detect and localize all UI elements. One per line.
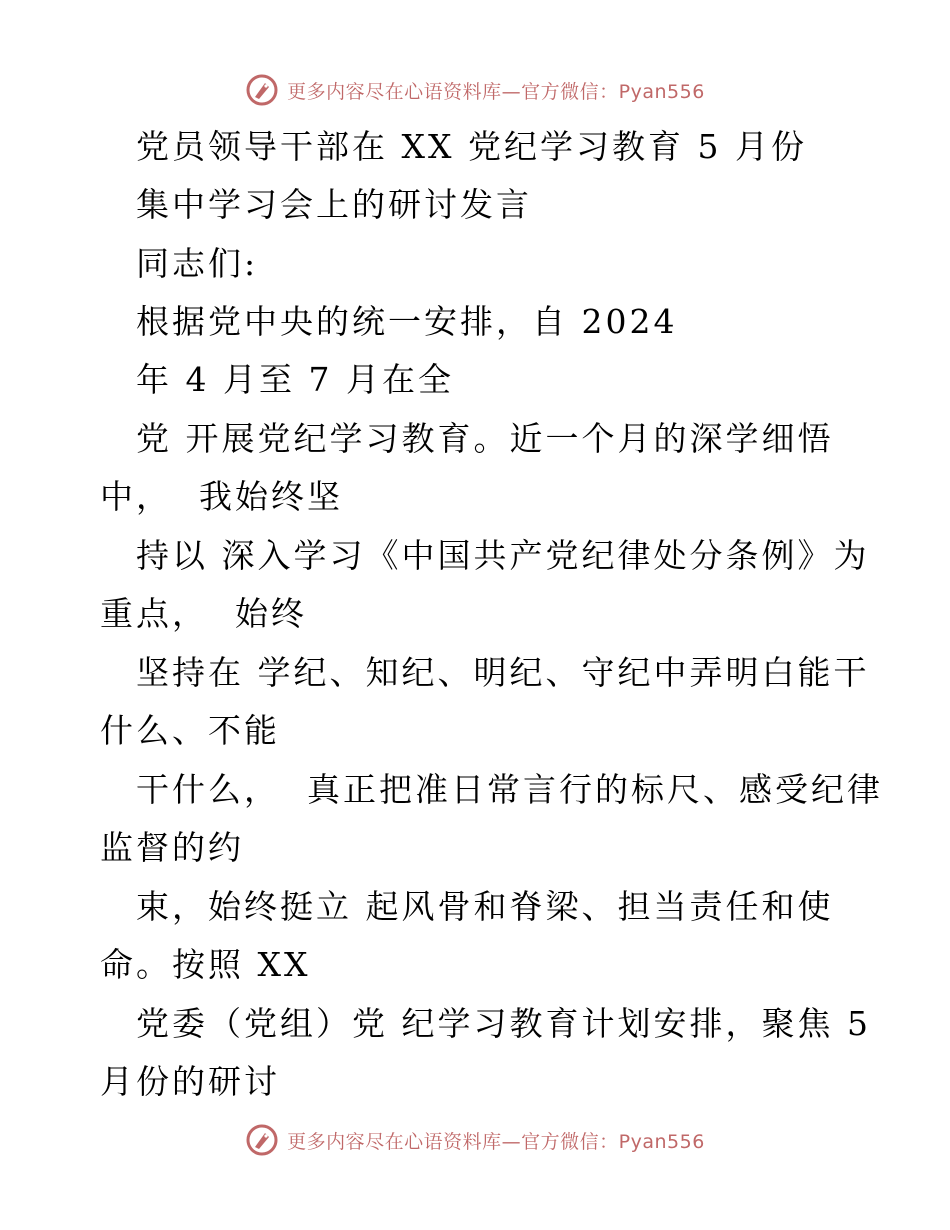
body-line: 月份的研讨 [100,1062,280,1101]
watermark-footer [0,1120,950,1160]
body-line: 重点， 始终 [100,594,307,633]
watermark-text: 更多内容尽在心语资料库—官方微信：Pyan556 [287,1130,705,1153]
title-line-2: 集中学习会上的研讨发言 [136,185,532,224]
watermark-header [0,70,950,110]
title-line-1: 党员领导干部在 XX 党纪学习教育 5 月份 [136,127,807,166]
body-line: 干什么， 真正把准日常言行的标尺、感受纪律 [136,770,883,809]
body-line: 中， 我始终坚 [100,477,343,516]
body-line: 监督的约 [100,828,244,867]
watermark-text: 更多内容尽在心语资料库—官方微信：Pyan556 [287,80,705,103]
body-line: 持以 深入学习《中国共产党纪律处分条例》为 [136,536,870,575]
salutation: 同志们: [136,244,259,283]
pen-nib-logo-icon [245,1123,279,1157]
body-line: 束，始终挺立 起风骨和脊梁、担当责任和使 [136,887,834,926]
body-line: 命。按照 XX [100,945,311,984]
body-line: 年 4 月至 7 月在全 [136,360,454,399]
pen-nib-logo-icon [245,73,279,107]
body-line: 什么、不能 [100,711,280,750]
body-line: 党委（党组）党 纪学习教育计划安排，聚焦 5 [136,1004,871,1043]
body-line: 坚持在 学纪、知纪、明纪、守纪中弄明白能干 [136,653,870,692]
body-line: 根据党中央的统一安排，自 2024 [136,302,678,341]
body-line: 党 开展党纪学习教育。近一个月的深学细悟 [136,419,834,458]
